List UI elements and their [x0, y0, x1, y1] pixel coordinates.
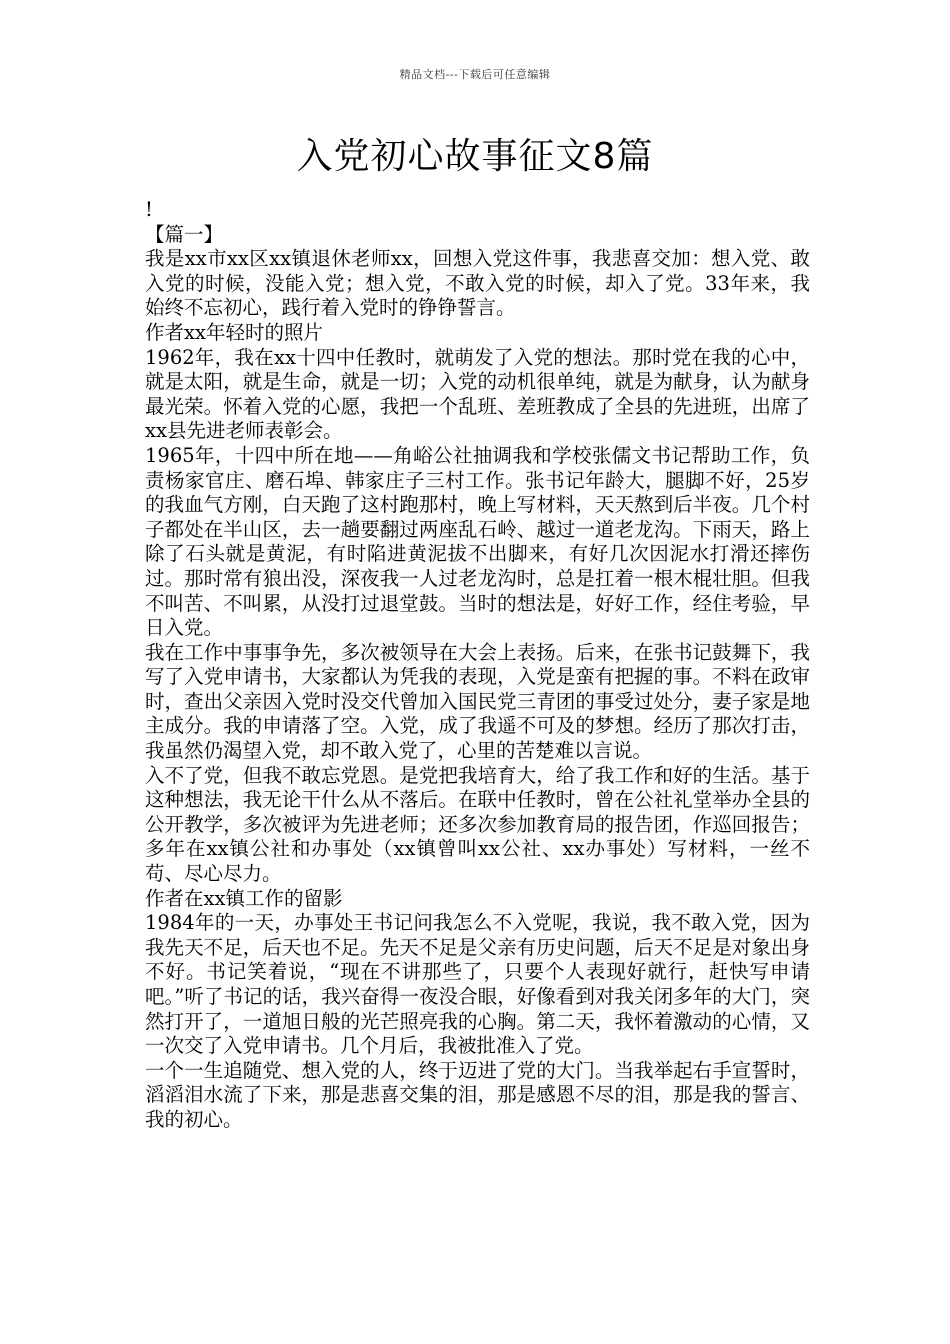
paragraph: 我在工作中事事争先，多次被领导在大会上表扬。后来，在张书记鼓舞下，我写了入党申请书，大家都认为凭我的表现，入党是蛮有把握的事。不料在政审时，查出父亲因入党时没交代曾加入国民党三青团的事受过处分，妻子家是地主成分。我的申请落了空。入党，成了我遥不可及的梦想。经历了那次打击，我虽然仍渴望入党，却不敢入党了，心里的苦楚难以言说。: [145, 640, 810, 763]
section-heading: 【篇一】: [145, 222, 224, 246]
paragraph: 1984年的一天，办事处王书记问我怎么不入党呢，我说，我不敢入党，因为我先天不足，后天也不足。先天不足是父亲有历史问题，后天不足是对象出身不好。书记笑着说，“现在不讲那些了，只要个人表现好就行，赶快写申请吧。”听了书记的话，我兴奋得一夜没合眼，好像看到对我关闭多年的大门，突然打开了，一道旭日般的光芒照亮我的心胸。第二天，我怀着激动的心情，又一次交了入党申请书。几个月后，我被批准入了党。: [145, 911, 810, 1058]
photo-caption: 作者xx年轻时的照片: [145, 320, 323, 344]
paragraph: 1965年，十四中所在地——角峪公社抽调我和学校张儒文书记帮助工作，负责杨家官庄、磨石埠、韩家庄子三村工作。张书记年龄大，腿脚不好，25岁的我血气方刚，白天跑了这村跑那村，晚上写材料，天天熬到后半夜。几个村子都处在半山区，去一趟要翻过两座乱石岭、越过一道老龙沟。下雨天，路上除了石头就是黄泥，有时陷进黄泥拔不出脚来，有好几次因泥水打滑还摔伤过。那时常有狼出没，深夜我一人过老龙沟时，总是扛着一根木棍壮胆。但我不叫苦、不叫累，从没打过退堂鼓。当时的想法是，好好工作，经住考验，早日入党。: [145, 443, 810, 640]
document-body: [145, 198, 810, 1133]
paragraph: 1962年，我在xx十四中任教时，就萌发了入党的想法。那时党在我的心中，就是太阳，就是生命，就是一切；入党的动机很单纯，就是为献身，认为献身最光荣。怀着入党的心愿，我把一个乱班、差班教成了全县的先进班，出席了xx县先进老师表彰会。: [145, 345, 810, 443]
paragraph: 入不了党，但我不敢忘党恩。是党把我培育大，给了我工作和好的生活。基于这种想法，我无论干什么从不落后。在联中任教时，曾在公社礼堂举办全县的公开教学，多次被评为先进老师；还多次参加教育局的报告团，作巡回报告；多年在xx镇公社和办事处（xx镇曾叫xx公社、xx办事处）写材料，一丝不苟、尽心尽力。: [145, 763, 810, 886]
header-note: 精品文档---下载后可任意编辑: [399, 68, 551, 81]
paragraph: 一个一生追随党、想入党的人，终于迈进了党的大门。当我举起右手宣誓时，滔滔泪水流了下来，那是悲喜交集的泪，那是感恩不尽的泪，那是我的誓言、我的初心。: [145, 1058, 810, 1131]
document-title: 入党初心故事征文8篇: [296, 136, 654, 177]
paragraph: 我是xx市xx区xx镇退休老师xx，回想入党这件事，我悲喜交加：想入党、敢入党的时候，没能入党；想入党，不敢入党的时候，却入了党。33年来，我始终不忘初心，践行着入党时的铮铮誓言。: [145, 247, 810, 320]
photo-caption: 作者在xx镇工作的留影: [145, 886, 343, 910]
paragraph: !: [145, 198, 153, 221]
